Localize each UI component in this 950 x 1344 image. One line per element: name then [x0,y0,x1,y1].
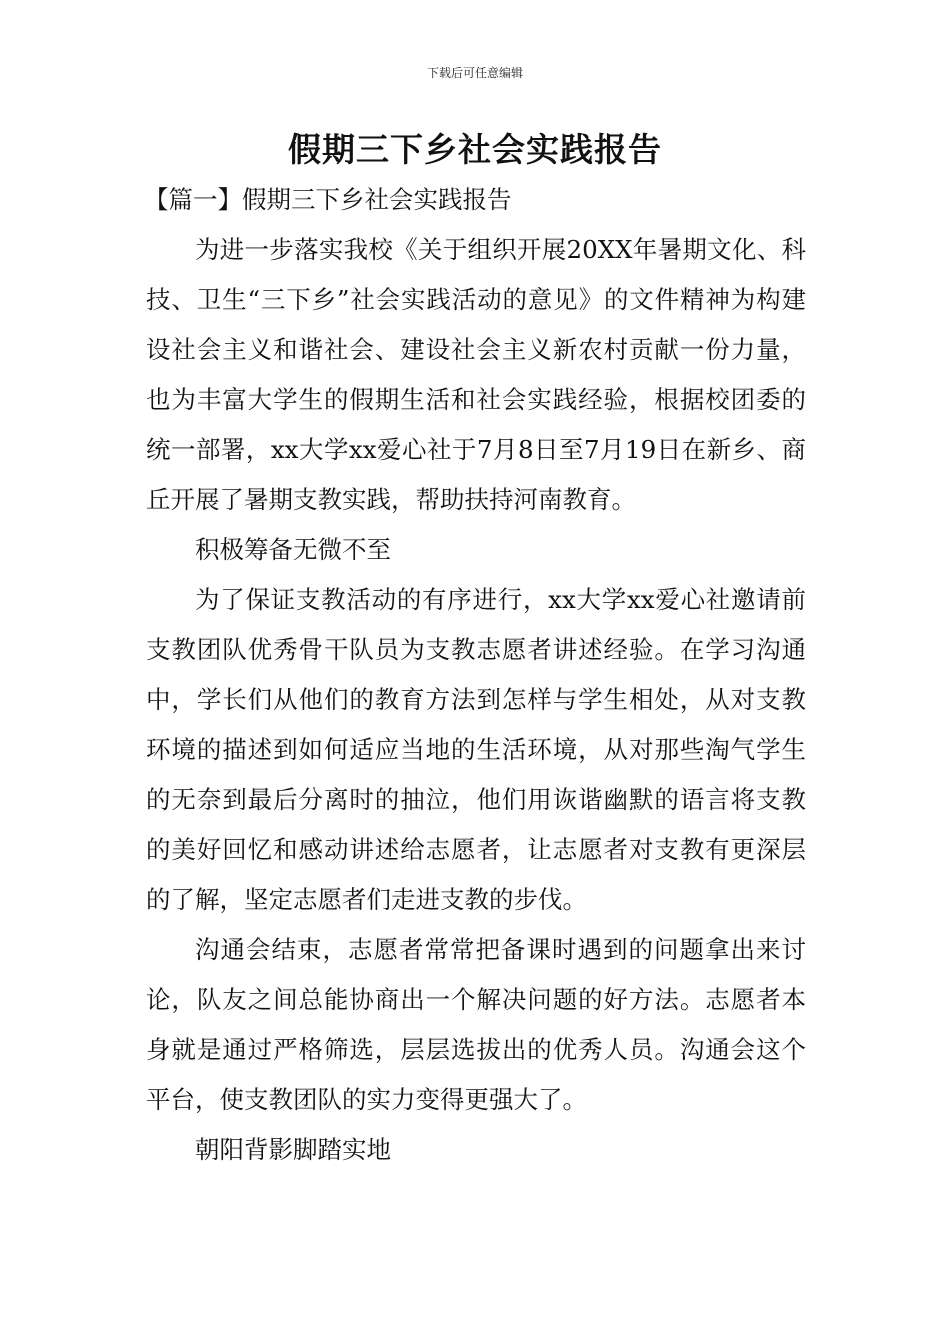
document-title: 假期三下乡社会实践报告 [288,130,662,169]
paragraph-preparation: 为了保证支教活动的有序进行，xx大学xx爱心社邀请前支教团队优秀骨干队员为支教志愿者讲述经验。在学习沟通中，学长们从他们的教育方法到怎样与学生相处，从对支教环境的描述到如何适应当地的生活环境，从对那些淘气学生的无奈到最后分离时的抽泣，他们用诙谐幽默的语言将支教的美好回忆和感动讲述给志愿者，让志愿者对支教有更深层的了解，坚定志愿者们走进支教的步伐。 [146,585,806,914]
subheading-morning-sun: 朝阳背影脚踏实地 [195,1135,391,1164]
section-label: 【篇一】假期三下乡社会实践报告 [144,185,512,214]
paragraph-intro: 为进一步落实我校《关于组织开展20XX年暑期文化、科技、卫生“三下乡”社会实践活动的意见》的文件精神为构建设社会主义和谐社会、建设社会主义新农村贡献一份力量，也为丰富大学生的假期生活和社会实践经验，根据校团委的统一部署，xx大学xx爱心社于7月8日至7月19日在新乡、商丘开展了暑期支教实践，帮助扶持河南教育。 [146,235,806,514]
document-body [146,175,806,1175]
subheading-preparation: 积极筹备无微不至 [195,535,391,564]
header-note: 下载后可任意编辑 [426,66,523,80]
paragraph-communication: 沟通会结束，志愿者常常把备课时遇到的问题拿出来讨论，队友之间总能协商出一个解决问题的好方法。志愿者本身就是通过严格筛选，层层选拔出的优秀人员。沟通会这个平台，使支教团队的实力变得更强大了。 [146,935,806,1114]
